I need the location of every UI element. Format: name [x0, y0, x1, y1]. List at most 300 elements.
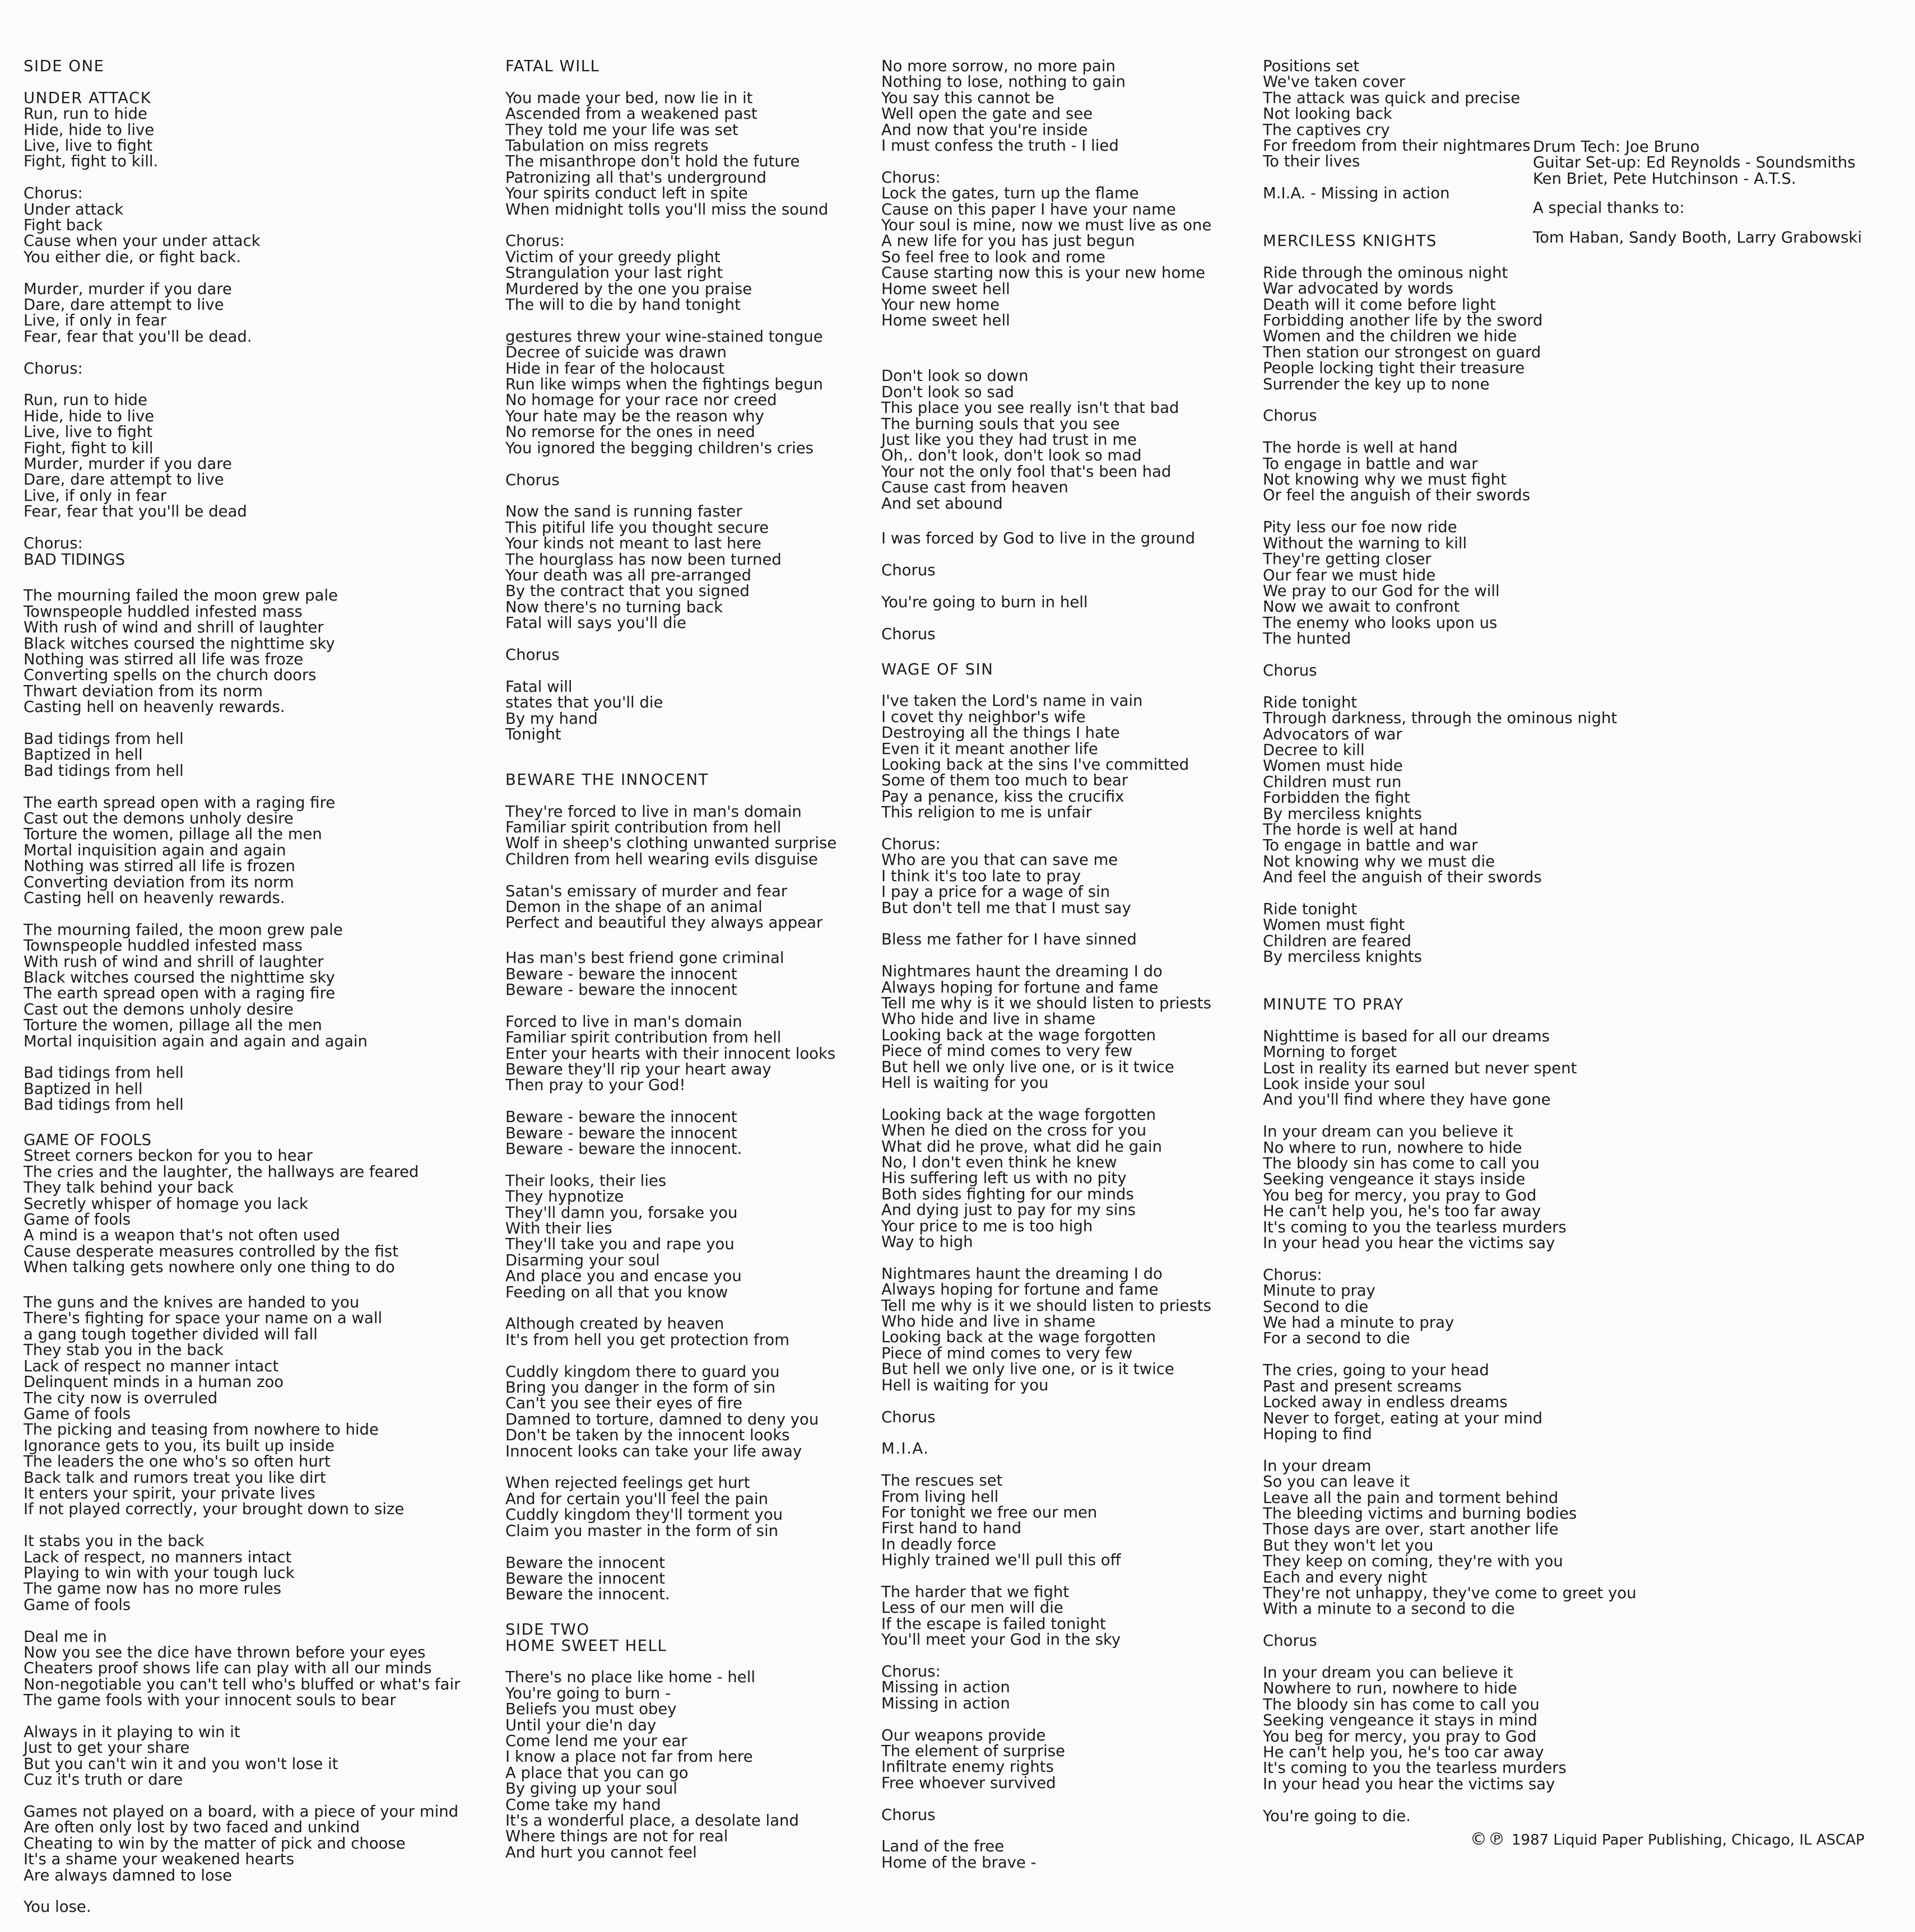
lyric-line: Chorus [505, 471, 560, 489]
lyric-line: They talk behind your back [24, 1179, 234, 1197]
lyric-line: Always hoping for fortune and fame [881, 978, 1159, 997]
lyric-line: You're going to burn in hell [881, 593, 1088, 611]
lyric-line: Non-negotiable you can't tell who's bluffed or what's fair [24, 1675, 461, 1693]
lyric-line: Tell me why is it we should listen to priests [881, 994, 1211, 1012]
lyric-line: This place you see really isn't that bad [881, 399, 1179, 417]
lyric-stanza [24, 106, 477, 170]
lyric-stanza [505, 679, 864, 743]
lyric-line: Your soul is mine, now we must live as one [881, 216, 1212, 235]
lyric-line: Black witches coursed the nighttime sky [24, 634, 335, 653]
lyric-line: Missing in action [881, 1694, 1010, 1712]
lyric-line: The captives cry [1263, 120, 1390, 139]
lyric-line: Townspeople huddled infested mass [24, 602, 303, 621]
lyric-line: Demon in the shape of an animal [505, 897, 763, 916]
lyric-stanza [881, 594, 1240, 610]
lyric-line: Each and every night [1263, 1568, 1428, 1586]
lyric-line: Cause desperate measures controlled by the fist [24, 1242, 399, 1260]
lyric-stanza [505, 1173, 864, 1300]
lyric-line: War advocated by words [1263, 280, 1454, 298]
lyric-line: Chorus [881, 1408, 936, 1426]
lyric-line: Always in it playing to win it [24, 1723, 240, 1741]
lyric-line: Through darkness, through the ominous night [1263, 709, 1617, 728]
lyric-line: Children must run [1263, 772, 1402, 791]
lyric-line: Death will it come before light [1263, 295, 1496, 314]
lyric-line: Just to get your share [24, 1739, 190, 1757]
lyric-stanza [505, 504, 864, 631]
lyric-stanza [505, 647, 864, 663]
lyric-line: Beliefs you must obey [505, 1700, 677, 1719]
lyric-line: Bad tidings from hell [24, 1096, 184, 1114]
lyric-line: It enters your spirit, your private lives [24, 1484, 315, 1502]
lyric-line: Mortal inquisition again and again and again [24, 1032, 368, 1050]
lyric-line: Fear, fear that you'll be dead. [24, 327, 252, 346]
lyric-line: By merciless knights [1263, 948, 1422, 966]
lyric-line: Ride tonight [1263, 693, 1358, 711]
lyric-line: Looking back at the sins I've committed [881, 755, 1189, 774]
lyric-line: Who are you that can save me [881, 851, 1118, 869]
lyric-line: Although created by heaven [505, 1315, 724, 1333]
lyric-line: I pay a price for a wage of sin [881, 883, 1110, 901]
lyric-line: Tabulation on miss regrets [505, 137, 709, 155]
lyric-line: Come take my hand [505, 1795, 661, 1814]
lyric-line: Looking back at the wage forgotten [881, 1328, 1156, 1347]
lyric-line: Baptized in hell [24, 1079, 143, 1098]
lyric-line: To their lives [1263, 152, 1360, 171]
lyric-line: Murder, murder if you dare [24, 455, 232, 473]
lyric-line: Hell is waiting for you [881, 1376, 1049, 1394]
lyric-line: Strangulation your last right [505, 264, 723, 282]
lyric-line: The hunted [1263, 630, 1351, 648]
lyric-line: Bad tidings from hell [24, 761, 184, 780]
lyric-stanza [881, 1107, 1240, 1250]
lyric-stanza [1263, 1267, 1577, 1347]
lyric-line: Cast out the demons unholy desire [24, 1000, 294, 1018]
lyric-line: Hide in fear of the holocaust [505, 359, 725, 378]
lyric-line: Bless me father for I have sinned [881, 930, 1137, 949]
lyric-line: Nothing was stirred all life is frozen [24, 857, 295, 876]
lyric-line: Familiar spirit contribution from hell [505, 1028, 782, 1047]
lyric-line: The will to die by hand tonight [505, 296, 741, 314]
song-title: HOME SWEET HELL [505, 1636, 667, 1655]
lyric-line: Forbidden the fight [1263, 789, 1410, 807]
credits-crew [1533, 139, 1862, 187]
lyric-stanza [1263, 1028, 1577, 1108]
lyric-line: Pity less our foe now ride [1263, 518, 1457, 537]
lyric-line: Ignorance gets to you, its built up inside [24, 1436, 334, 1455]
lyric-stanza [1263, 1808, 1577, 1824]
lyric-line: Games not played on a board, with a piece of your mind [24, 1803, 459, 1821]
lyric-line: Fatal will [505, 677, 573, 696]
lyric-line: Your hate may be the reason why [505, 407, 764, 425]
lyric-stanza [1263, 663, 1577, 678]
lyric-line: Hell is waiting for you [881, 1074, 1049, 1092]
lyric-line: By giving up your soul [505, 1780, 677, 1798]
credits-thanks-heading [1533, 200, 1862, 216]
lyric-line: You either die, or fight back. [24, 248, 241, 266]
lyric-line: I think it's too late to pray [881, 867, 1081, 885]
lyric-line: Chorus: [881, 835, 941, 853]
lyric-line: Then pray to your God! [505, 1076, 686, 1095]
lyric-line: You lose. [24, 1898, 91, 1916]
lyric-line: Lost in reality its earned but never spent [1263, 1059, 1577, 1077]
lyric-stanza [505, 950, 864, 998]
song-title: MERCILESS KNIGHTS [1263, 232, 1437, 250]
lyric-line: It's coming to you the tearless murders [1263, 1218, 1567, 1236]
lyric-line: Both sides fighting for our minds [881, 1185, 1134, 1203]
lyric-line: Nightmares haunt the dreaming I do [881, 1264, 1163, 1283]
lyric-line: The earth spread open with a raging fire [24, 793, 336, 812]
lyric-line: Murdered by the one you praise [505, 280, 752, 298]
lyric-line: You ignored the begging children's cries [505, 439, 814, 457]
lyrics-column-3 [881, 58, 1240, 1887]
lyric-line: Chorus [1263, 661, 1317, 679]
lyric-line: Casting hell on heavenly rewards. [24, 698, 285, 716]
lyric-line: It's coming to you the tearless murders [1263, 1759, 1567, 1777]
lyric-line: Chorus: [505, 232, 565, 250]
lyric-line: Well open the gate and see [881, 105, 1093, 123]
song-title: MINUTE TO PRAY [1263, 995, 1404, 1013]
lyric-line: Beware the innocent [505, 1553, 665, 1572]
lyric-line: The element of surprise [881, 1742, 1065, 1760]
lyric-line: Home sweet hell [881, 280, 1010, 298]
lyric-line: Beware - beware the innocent [505, 1124, 737, 1142]
song-title: BEWARE THE INNOCENT [505, 770, 709, 789]
lyric-line: Without the warning to kill [1263, 534, 1467, 552]
song-title: SIDE ONE [24, 57, 105, 75]
lyric-line: The bloody sin has come to call you [1263, 1695, 1540, 1714]
lyric-line: Are often only lost by two faced and unkind [24, 1818, 360, 1837]
lyric-line: There's no place like home - hell [505, 1668, 756, 1687]
lyric-line: Converting spells on the church doors [24, 666, 317, 685]
lyric-line: They keep on coming, they're with you [1263, 1552, 1563, 1571]
lyric-line: Look inside your soul [1263, 1075, 1426, 1093]
lyric-line: Forced to live in man's domain [505, 1012, 742, 1031]
lyric-line: Live, if only in fear [24, 311, 167, 330]
lyric-line: You'll meet your God in the sky [881, 1631, 1121, 1649]
lyric-line: Are always damned to lose [24, 1866, 233, 1884]
lyric-line: When midnight tolls you'll miss the sound [505, 200, 829, 218]
lyric-line: Chorus [1263, 407, 1317, 425]
lyric-line: You beg for mercy, you pray to God [1263, 1727, 1537, 1745]
lyric-line: Feeding on all that you know [505, 1283, 728, 1301]
lyric-line: Satan's emissary of murder and fear [505, 882, 788, 900]
lyric-line: Dare, dare attempt to live [24, 471, 224, 489]
lyric-stanza [1263, 1124, 1577, 1251]
lyric-line: Cause cast from heaven [881, 478, 1068, 497]
lyric-line: If not played correctly, your brought down to size [24, 1500, 405, 1519]
lyric-line: Live, if only in fear [24, 486, 167, 505]
lyric-stanza [1263, 440, 1577, 504]
lyric-line: Playing to win with your tough luck [24, 1563, 295, 1582]
lyric-line: Not knowing why we must fight [1263, 471, 1507, 489]
lyric-line: Even it it meant another life [881, 739, 1098, 758]
lyric-line: But don't tell me that I must say [881, 899, 1131, 917]
lyric-line: Now you see the dice have thrown before your eyes [24, 1643, 426, 1661]
lyric-line: Game of fools [24, 1595, 131, 1614]
lyric-line: The attack was quick and precise [1263, 89, 1521, 107]
lyric-line: Their looks, their lies [505, 1171, 667, 1190]
lyric-line: Disarming your soul [505, 1251, 660, 1269]
lyric-line: They're forced to live in man's domain [505, 802, 802, 821]
lyric-stanza [881, 693, 1240, 820]
lyric-stanza [24, 361, 477, 376]
lyric-line: Cuddly kingdom there to guard you [505, 1362, 780, 1381]
lyric-line: With their lies [505, 1219, 612, 1238]
lyric-line: Now the sand is running faster [505, 502, 742, 521]
lyric-line: Locked away in endless dreams [1263, 1393, 1508, 1412]
lyric-line: Morning to forget [1263, 1043, 1397, 1062]
lyric-line: We had a minute to pray [1263, 1314, 1454, 1332]
copyright-notice [1470, 1829, 1865, 1849]
lyric-line: This pitiful life you thought secure [505, 518, 769, 537]
lyric-line: Minute to pray [1263, 1282, 1375, 1300]
lyric-line: Game of fools [24, 1211, 131, 1229]
lyric-line: Looking back at the wage forgotten [881, 1026, 1156, 1044]
lyric-line: The picking and teasing from nowhere to hide [24, 1421, 379, 1439]
credit-line: Drum Tech: Joe Bruno [1533, 138, 1700, 156]
lyric-line: It's from hell you get protection from [505, 1330, 790, 1349]
lyric-line: Your death was all pre-arranged [505, 566, 752, 584]
lyric-line: Beware the innocent. [505, 1585, 670, 1604]
lyric-line: Cause starting now this is your new home [881, 264, 1206, 282]
lyric-line: Game of fools [24, 1404, 131, 1423]
lyric-stanza [881, 1807, 1240, 1823]
lyric-line: Some of them too much to bear [881, 771, 1128, 790]
lyric-stanza [881, 1473, 1240, 1568]
lyric-line: Cause on this paper I have your name [881, 200, 1176, 218]
lyric-line: The hourglass has now been turned [505, 550, 782, 569]
lyric-line: In your head you hear the victims say [1263, 1775, 1555, 1793]
lyric-stanza [1263, 1456, 1637, 1618]
lyric-line: For freedom from their nightmares [1263, 137, 1531, 155]
lyric-line: Way to high [881, 1233, 973, 1251]
lyric-line: states that you'll die [505, 693, 663, 712]
lyric-stanza [24, 281, 477, 345]
lyric-line: The bleeding victims and burning bodies [1263, 1504, 1577, 1523]
lyric-line: Cast out the demons unholy desire [24, 809, 294, 827]
lyric-line: Destroying all the things I hate [881, 724, 1120, 742]
lyric-line: Bring you danger in the form of sin [505, 1379, 776, 1397]
lyric-line: A new life for you has just begun [881, 232, 1135, 250]
lyric-line: Chorus: [24, 534, 83, 553]
lyric-line: Lack of respect, no manners intact [24, 1548, 292, 1566]
lyric-line: Delinquent minds in a human zoo [24, 1373, 284, 1391]
lyric-line: Cheaters proof shows life can play with all our minds [24, 1659, 432, 1678]
lyric-stanza [881, 1584, 1240, 1648]
lyric-line: Oh,. don't look, don't look so mad [881, 446, 1142, 465]
lyric-line: Tell me why is it we should listen to priests [881, 1296, 1211, 1315]
lyric-stanza [881, 1409, 1240, 1425]
lyric-line: Seeking vengeance it stays in mind [1263, 1711, 1538, 1730]
lyric-line: But you can't win it and you won't lose it [24, 1754, 338, 1773]
lyric-stanza [505, 1555, 864, 1603]
credit-line: Tom Haban, Sandy Booth, Larry Grabowski [1533, 228, 1862, 246]
lyric-line: Familiar spirit contribution from hell [505, 818, 782, 836]
lyric-line: Looking back at the wage forgotten [881, 1105, 1156, 1124]
credit-line: A special thanks to: [1533, 199, 1685, 217]
lyric-line: And for certain you'll feel the pain [505, 1489, 769, 1508]
lyric-line: In deadly force [881, 1535, 996, 1553]
lyric-line: Seeking vengeance it stays inside [1263, 1170, 1526, 1189]
lyric-stanza [24, 922, 477, 1049]
lyric-line: For tonight we free our men [881, 1503, 1098, 1521]
credit-line: Ken Briet, Pete Hutchinson - A.T.S. [1533, 169, 1796, 188]
lyric-line: Thwart deviation from its norm [24, 682, 263, 700]
lyric-line: Back talk and rumors treat you like dirt [24, 1468, 326, 1487]
lyric-stanza [24, 1899, 477, 1915]
lyric-line: In your dream [1263, 1456, 1372, 1475]
credit-line: Guitar Set-up: Ed Reynolds - Soundsmiths [1533, 153, 1856, 172]
lyric-stanza [24, 392, 477, 519]
lyric-line: Ride through the ominous night [1263, 263, 1508, 282]
lyric-line: Free whoever survived [881, 1773, 1056, 1792]
lyric-line: Missing in action [881, 1678, 1010, 1697]
lyric-line: Chorus [505, 645, 560, 664]
lyric-line: And place you and encase you [505, 1267, 742, 1286]
lyric-stanza [1263, 265, 1577, 392]
lyric-line: No where to run, nowhere to hide [1263, 1138, 1522, 1157]
lyric-line: By my hand [505, 709, 598, 728]
lyric-line: A place that you can go [505, 1763, 689, 1782]
lyric-line: Hide, hide to live [24, 120, 155, 139]
lyric-line: Fatal will says you'll die [505, 614, 686, 632]
lyric-line: They'll damn you, forsake you [505, 1203, 738, 1222]
lyric-line: Positions set [1263, 57, 1360, 75]
lyric-line: So you can leave it [1263, 1473, 1410, 1491]
lyric-line: But they won't let you [1263, 1536, 1434, 1554]
credits-thanks-names [1533, 230, 1862, 245]
lyric-line: Women must fight [1263, 916, 1405, 934]
lyric-line: Nothing was stirred all life was froze [24, 650, 304, 668]
lyric-line: Beware the innocent [505, 1569, 665, 1588]
lyric-stanza [24, 1724, 477, 1788]
lyric-stanza [1263, 901, 1577, 965]
lyric-line: Claim you master in the form of sin [505, 1521, 779, 1540]
lyric-line: A mind is a weapon that's not often used [24, 1226, 340, 1245]
lyric-stanza [24, 1132, 477, 1275]
lyric-line: It stabs you in the back [24, 1532, 204, 1551]
lyric-line: And feel the anguish of their swords [1263, 868, 1542, 887]
lyric-line: Decree of suicide was drawn [505, 343, 727, 362]
lyric-line: Has man's best friend gone criminal [505, 949, 784, 967]
song-title: FATAL WILL [505, 57, 600, 75]
lyric-stanza [881, 562, 1240, 578]
lyric-line: The guns and the knives are handed to you [24, 1293, 360, 1312]
lyric-line: Women and the children we hide [1263, 327, 1517, 346]
lyric-line: What did he prove, what did he gain [881, 1137, 1163, 1156]
lyric-line: The bloody sin has come to call you [1263, 1154, 1540, 1173]
lyric-line: If the escape is failed tonight [881, 1614, 1106, 1633]
lyric-stanza [881, 1838, 1240, 1870]
lyric-line: Decree to kill [1263, 741, 1365, 759]
lyric-line: Cuz it's truth or dare [24, 1771, 183, 1789]
lyric-stanza [24, 1629, 477, 1708]
lyric-line: Don't be taken by the innocent looks [505, 1426, 790, 1445]
lyric-line: The mourning failed, the moon grew pale [24, 920, 343, 939]
lyric-line: Fight, fight to kill [24, 439, 154, 457]
lyric-line: No homage for your race nor creed [505, 391, 777, 409]
lyric-line: To engage in battle and war [1263, 454, 1478, 473]
lyric-stanza [24, 1065, 477, 1112]
lyric-line: Your not the only fool that's been had [881, 462, 1172, 481]
lyric-line: Piece of mind comes to very few [881, 1042, 1133, 1060]
lyric-line: And set abound [881, 494, 1003, 513]
lyric-line: Past and present screams [1263, 1377, 1462, 1395]
lyric-line: Children from hell wearing evils disguise [505, 850, 818, 868]
lyric-stanza [505, 1669, 864, 1860]
lyric-stanza [1263, 693, 1617, 887]
lyric-stanza [1263, 1633, 1577, 1649]
lyric-line: And now that you're inside [881, 120, 1088, 139]
lyric-line: Casting hell on heavenly rewards. [24, 888, 285, 907]
lyric-stanza [505, 804, 864, 868]
lyric-stanza [505, 1109, 864, 1157]
lyric-line: I know a place not far from here [505, 1748, 753, 1766]
lyric-stanza [1263, 408, 1577, 423]
lyric-line: For a second to die [1263, 1329, 1410, 1348]
lyric-line: You say this cannot be [881, 89, 1054, 107]
lyric-line: I covet thy neighbor's wife [881, 707, 1086, 726]
lyric-stanza [24, 1533, 477, 1613]
lyric-stanza [505, 90, 864, 217]
lyric-line: Chorus [881, 625, 936, 643]
lyric-line: The game now has no more rules [24, 1580, 282, 1598]
lyric-line: Murder, murder if you dare [24, 280, 232, 298]
lyric-stanza [505, 233, 864, 313]
lyric-line: Or feel the anguish of their swords [1263, 486, 1531, 505]
lyric-line: Baptized in hell [24, 746, 143, 764]
lyric-line: And hurt you cannot feel [505, 1843, 697, 1861]
lyric-stanza [505, 472, 864, 488]
lyric-line: Forbidding another life by the sword [1263, 311, 1543, 330]
lyric-stanza [505, 1475, 864, 1539]
lyric-line: Live, live to fight [24, 423, 153, 441]
lyric-line: The cries, going to your head [1263, 1361, 1489, 1380]
lyric-line: It's a shame your weakened hearts [24, 1850, 295, 1869]
lyric-stanza [881, 932, 1240, 947]
lyric-line: Home of the brave - [881, 1853, 1036, 1872]
lyric-line: No, I don't even think he knew [881, 1153, 1117, 1172]
lyric-line: Your kinds not meant to last here [505, 534, 761, 553]
lyric-line: Can't you see their eyes of fire [505, 1394, 742, 1413]
lyric-line: You made your bed, now lie in it [505, 89, 753, 107]
lyric-stanza [24, 185, 477, 265]
lyric-line: First hand to hand [881, 1519, 1022, 1538]
lyric-line: They're getting closer [1263, 550, 1431, 569]
lyric-line: Run, run to hide [24, 391, 147, 409]
lyric-line: Our weapons provide [881, 1726, 1046, 1744]
lyric-line: Deal me in [24, 1627, 107, 1646]
lyric-stanza [881, 368, 1240, 511]
copyright-phonogram-marks: ©℗ [1470, 1829, 1506, 1849]
lyric-line: There's fighting for space your name on a wall [24, 1309, 383, 1328]
lyric-line: You're going to burn - [505, 1684, 671, 1702]
lyric-stanza [505, 1316, 864, 1348]
lyric-line: And dying just to pay for my sins [881, 1201, 1136, 1219]
lyric-line: In your dream can you believe it [1263, 1123, 1513, 1141]
lyric-line: Our fear we must hide [1263, 566, 1436, 584]
lyric-stanza [881, 1728, 1240, 1791]
lyric-line: Chorus: [881, 1662, 941, 1680]
lyric-line: Infiltrate enemy rights [881, 1758, 1054, 1776]
lyric-stanza [881, 170, 1240, 329]
lyric-line: Secretly whisper of homage you lack [24, 1194, 308, 1213]
lyric-line: Perfect and beautiful they always appear [505, 914, 823, 932]
lyric-line: People locking tight their treasure [1263, 359, 1525, 378]
lyric-line: Fight back [24, 216, 103, 235]
lyric-line: a gang tough together divided will fall [24, 1325, 318, 1343]
lyric-line: Chorus: [24, 184, 83, 203]
